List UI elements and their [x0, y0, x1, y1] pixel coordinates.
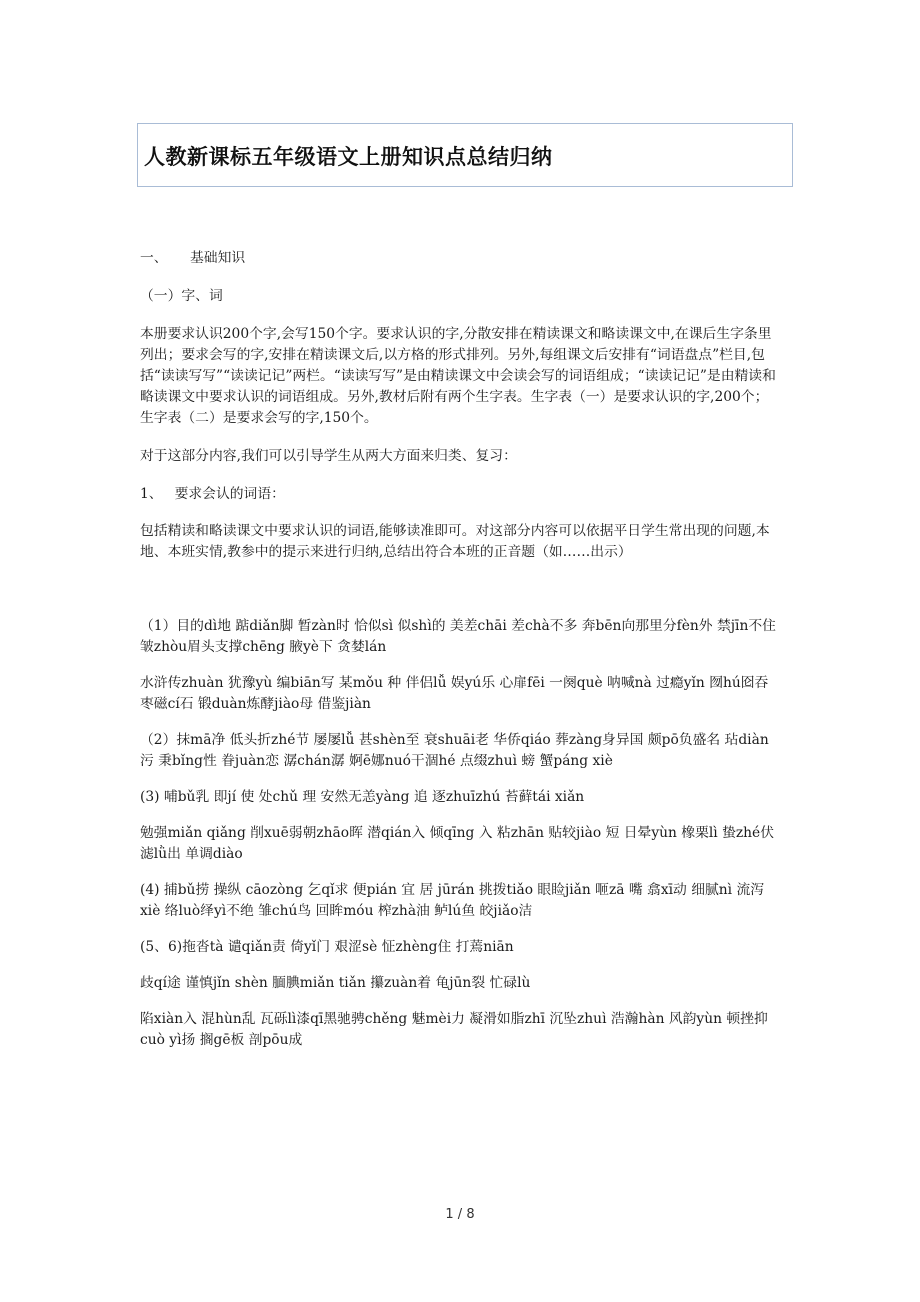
section-heading: [140, 248, 780, 269]
list-label: 要求会认的词语：: [174, 486, 285, 502]
spacer: [140, 580, 780, 616]
explanation-paragraph: 包括精读和略读课文中要求认识的词语,能够读准即可。对这部分内容可以依据平日学生常出现的问题,本地、本班实情,教参中的提示来进行归纳,总结出符合本班的正音题（如……出示）: [140, 523, 770, 560]
vocab-group: （2）抹mā净 低头折zhé节 屡屡lǚ 甚shèn至 衰shuāi老 华侨qiáo 葬zàng身异国 颇pō负盛名 玷diàn 污 秉bǐng性 眷juàn恋 潺chán潺 婀ē娜nuó干涸hé 点缀zhuì 螃 蟹páng xiè: [140, 732, 769, 769]
vocab-group: 歧qí途 谨慎jǐn shèn 腼腆miǎn tiǎn 攥zuàn着 龟jūn裂 忙碌lù: [140, 975, 531, 991]
vocab-group: 勉强miǎn qiǎng 削xuē弱朝zhāo晖 潜qián入 倾qīng 入 粘zhān 贴较jiào 短 日晕yùn 橡栗lì 蛰zhé伏 滤lǜ出 单调diào: [140, 825, 775, 862]
intro-paragraph: 本册要求认识200个字,会写150个字。要求认识的字,分散安排在精读课文和略读课文中,在课后生字条里列出；要求会写的字,安排在精读课文后,以方格的形式排列。另外,每组课文后安排有“词语盘点”栏目,包括“读读写写”“读读记记”两栏。“读读写写”是由精读课文中会读会写的词语组成；“读读记记”是由精读和略读课文中要求认识的词语组成。另外,教材后附有两个生字表。生字表（一）是要求认识的字,200个；生字表（二）是要求会写的字,150个。: [140, 326, 776, 426]
list-heading: [140, 484, 780, 505]
list-number: 1、: [140, 486, 163, 502]
subsection-heading: （一）字、词: [140, 288, 223, 304]
vocab-group: 水浒传zhuàn 犹豫yù 编biān写 某mǒu 种 伴侣lǚ 娱yú乐 心扉fēi 一阕què 呐喊nà 过瘾yǐn 囫hú囵吞枣磁cí石 锻duàn炼酵jiào母 借鉴jiàn: [140, 675, 769, 712]
section-number: 一、: [140, 250, 168, 266]
page-title: 人教新课标五年级语文上册知识点总结归纳: [144, 145, 553, 169]
page-number: 1 / 8: [445, 1207, 475, 1222]
vocab-group: 陷xiàn入 混hùn乱 瓦砾lì漆qī黑驰骋chěng 魅mèi力 凝滑如脂zhī 沉坠zhuì 浩瀚hàn 风韵yùn 顿挫抑cuò yì扬 搁gē板 剖pōu成: [140, 1011, 768, 1048]
document-body: [140, 248, 780, 1066]
vocab-group: (5、6)拖沓tà 谴qiǎn责 倚yǐ门 艰涩sè 怔zhèng住 打蔫niān: [140, 939, 514, 955]
vocab-group: (3) 哺bǔ乳 即jí 使 处chǔ 理 安然无恙yàng 追 逐zhuīzhú 苔藓tái xiǎn: [140, 789, 585, 805]
vocab-group: (4) 捕bǔ捞 操纵 cāozòng 乞qǐ求 便pián 宜 居 jūrán 挑拨tiǎo 眼睑jiǎn 咂zā 嘴 翕xī动 细腻nì 流泻xiè 络luò绎yì不绝 雏chú鸟 回眸móu 榨zhà油 鲈lú鱼 皎jiǎo洁: [140, 882, 765, 919]
guidance-paragraph: 对于这部分内容,我们可以引导学生从两大方面来归类、复习：: [140, 448, 517, 464]
vocab-group: （1）目的dì地 踮diǎn脚 暂zàn时 恰似sì 似shì的 美差chāi 差chà不多 奔bēn向那里分fèn外 禁jīn不住 皱zhòu眉头支撑chēng 腋yè下 贪婪lán: [140, 618, 776, 655]
section-label: 基础知识: [190, 250, 246, 266]
title-box: [137, 123, 793, 187]
